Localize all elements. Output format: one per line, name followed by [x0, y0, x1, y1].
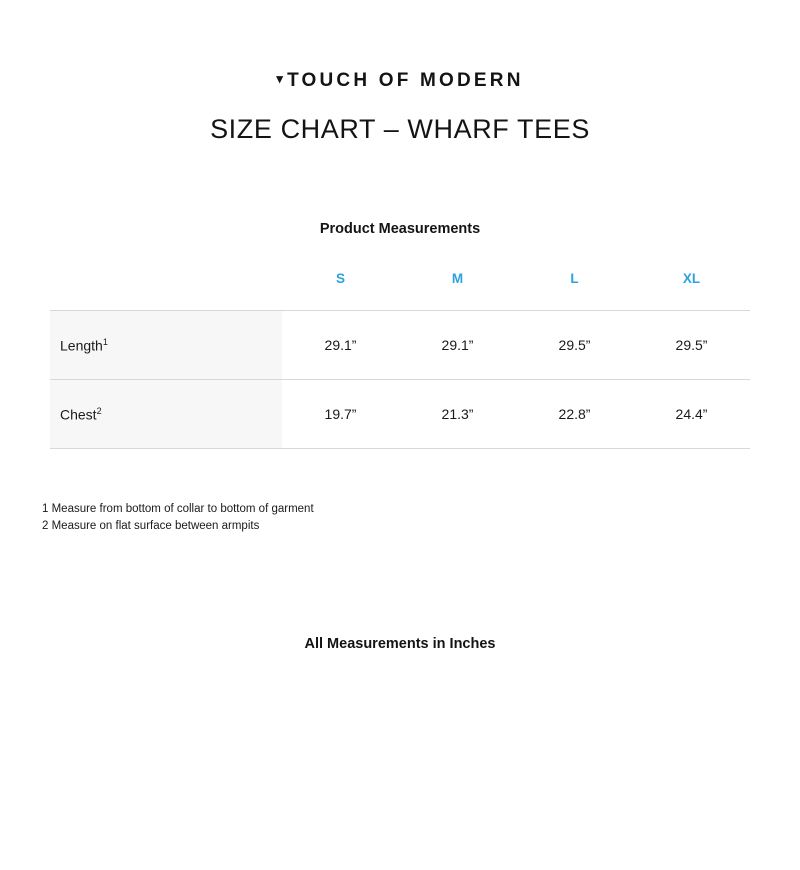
- table-row: [50, 380, 750, 449]
- table-header: [50, 271, 750, 311]
- row-label-text: Length: [60, 337, 103, 354]
- row-label-text: Chest: [60, 406, 97, 423]
- cell-length-s: 29.1”: [282, 311, 399, 380]
- page-title: SIZE CHART – WHARF TEES: [210, 114, 590, 144]
- footnote-1: 1 Measure from bottom of collar to bottom of garment: [42, 503, 314, 515]
- footer-note: All Measurements in Inches: [304, 635, 496, 652]
- size-chart-page: [0, 70, 800, 870]
- measurements-table-wrap: [50, 271, 750, 449]
- column-header-m: M: [451, 271, 464, 286]
- section-label: Product Measurements: [319, 221, 481, 237]
- column-header-s: S: [335, 271, 345, 286]
- table-header-row: [50, 271, 750, 311]
- row-label-chest: [50, 380, 282, 449]
- row-footnote-marker: 1: [102, 336, 108, 347]
- cell-chest-l: 22.8”: [516, 380, 633, 449]
- row-label-header: [50, 271, 282, 311]
- footnote-2: 2 Measure on flat surface between armpits: [42, 520, 260, 533]
- cell-length-l: 29.5”: [516, 311, 633, 380]
- column-header-xl: XL: [682, 271, 701, 286]
- cell-length-m: 29.1”: [399, 311, 516, 380]
- brand-name: TOUCH OF MODERN: [287, 70, 524, 91]
- column-header-l: L: [570, 271, 579, 286]
- footnotes: [0, 501, 800, 536]
- row-label-length: [50, 311, 282, 380]
- table-row: [50, 311, 750, 380]
- cell-chest-xl: 24.4”: [633, 380, 750, 449]
- measurements-table: [50, 271, 750, 449]
- row-footnote-marker: 2: [96, 405, 102, 416]
- table-body: [50, 311, 750, 449]
- cell-chest-s: 19.7”: [282, 380, 399, 449]
- cell-chest-m: 21.3”: [399, 380, 516, 449]
- cell-length-xl: 29.5”: [633, 311, 750, 380]
- brand-logo: [0, 70, 800, 92]
- brand-tick-icon: ▾: [276, 71, 287, 86]
